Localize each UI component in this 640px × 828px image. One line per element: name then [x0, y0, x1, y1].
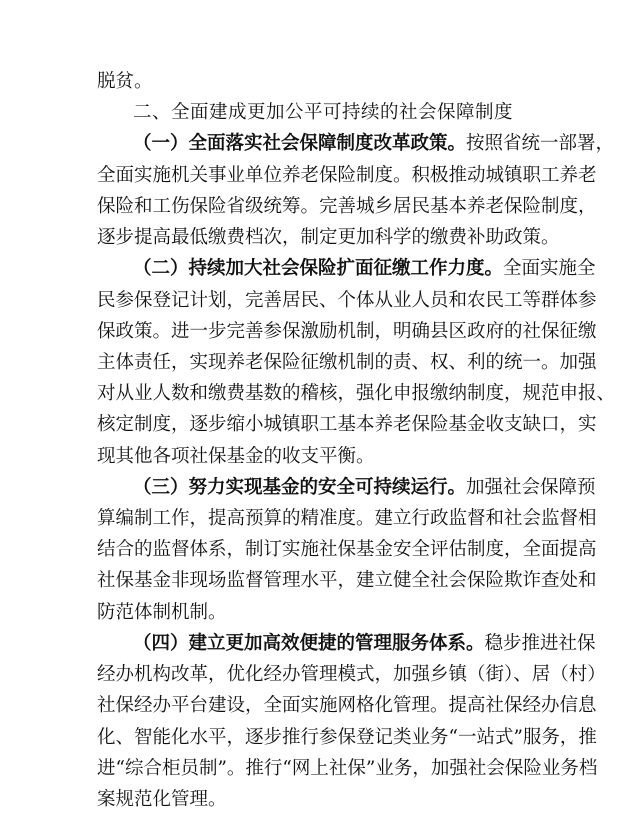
paragraph-4-first-line-rest: 稳步推进社保: [484, 633, 596, 654]
paragraph-1-first-line: [133, 132, 615, 156]
paragraph-4-line: 经办机构改革，优化经办管理模式，加强乡镇（街）、居（村）: [97, 664, 606, 685]
paragraph-3-first-line-rest: 加强社会保障预: [466, 477, 596, 498]
paragraph-2-line: 对从业人数和缴费基数的稽核，强化申报缴纳制度，规范申报、: [97, 383, 616, 404]
paragraph-1-line: 逐步提高最低缴费档次，制定更加科学的缴费补助政策。: [97, 227, 560, 248]
paragraph-3-line: 防范体制机制。: [97, 602, 227, 623]
paragraph-1-lead: （一）全面落实社会保障制度改革政策。: [133, 133, 467, 154]
paragraph-1-line: 全面实施机关事业单位养老保险制度。积极推动城镇职工养老: [97, 165, 597, 186]
paragraph-4-line: 化、智能化水平，逐步推行参保登记类业务“一站式”服务，推: [97, 727, 597, 748]
paragraph-4-lead: （四）建立更加高效便捷的管理服务体系。: [133, 633, 485, 654]
paragraph-2-lead: （二）持续加大社会保险扩面征缴工作力度。: [133, 258, 504, 279]
paragraph-3-lead: （三）努力实现基金的安全可持续运行。: [133, 477, 467, 498]
paragraph-4-line: 案规范化管理。: [97, 789, 227, 810]
paragraph-3-line: 结合的监督体系，制订实施社保基金安全评估制度，全面提高: [97, 539, 597, 560]
paragraph-2-first-line: [133, 257, 596, 281]
paragraph-3-line: 社保基金非现场监督管理水平，建立健全社会保险欺诈查处和: [97, 570, 597, 591]
paragraph-2-first-line-rest: 全面实施全: [503, 258, 596, 279]
paragraph-4-line: 社保经办平台建设，全面实施网格化管理。提高社保经办信息: [97, 695, 597, 716]
section-heading: 二、全面建成更加公平可持续的社会保障制度: [133, 102, 514, 123]
paragraph-2-line: 主体责任，实现养老保险征缴机制的责、权、利的统一。加强: [97, 352, 597, 373]
paragraph-3-line: 算编制工作，提高预算的精准度。建立行政监督和社会监督相: [97, 508, 597, 529]
paragraph-1-line: 保险和工伤保险省级统筹。完善城乡居民基本养老保险制度，: [97, 196, 597, 217]
paragraph-3-first-line: [133, 476, 596, 500]
paragraph-2-line: 民参保登记计划，完善居民、个体从业人员和农民工等群体参: [97, 290, 597, 311]
paragraph-2-line: 现其他各项社保基金的收支平衡。: [97, 446, 375, 467]
opening-line: 脱贫。: [97, 71, 153, 92]
paragraph-1-first-line-rest: 按照省统一部署，: [466, 133, 615, 154]
paragraph-2-line: 保政策。进一步完善参保激励机制，明确县区政府的社保征缴: [97, 321, 597, 342]
paragraph-4-first-line: [133, 632, 596, 656]
paragraph-4-line: 进“综合柜员制”。推行“网上社保”业务，加强社会保险业务档: [97, 758, 598, 779]
paragraph-2-line: 核定制度，逐步缩小城镇职工基本养老保险基金收支缺口，实: [97, 414, 597, 435]
